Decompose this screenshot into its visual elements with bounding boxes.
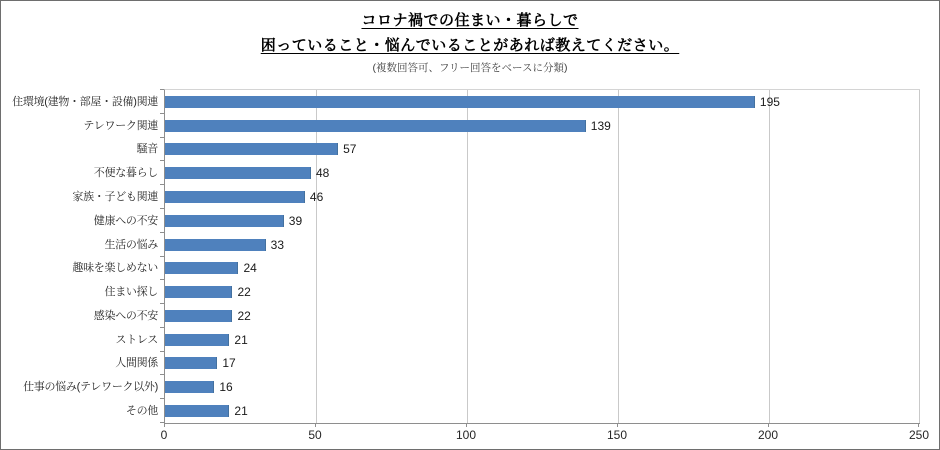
y-axis-tick [160, 184, 164, 185]
x-axis-tick-label: 0 [160, 428, 168, 442]
bar-value-label: 21 [234, 332, 248, 347]
category-label: 人間関係 [115, 357, 158, 370]
x-axis-tick [466, 423, 467, 427]
chart-title-line-2: 困っていること・悩んでいることがあれば教えてください。 [260, 37, 680, 54]
category-label: テレワーク関連 [83, 119, 158, 132]
y-axis-tick [160, 137, 164, 138]
bar-row [165, 375, 920, 399]
bar [165, 143, 338, 155]
bar [165, 286, 232, 298]
bar-value-label: 17 [222, 356, 236, 371]
bar-row [165, 304, 920, 328]
y-axis-tick [160, 113, 164, 114]
chart-subtitle: (複数回答可、フリー回答をベースに分類) [372, 62, 568, 74]
bar-row [165, 90, 920, 114]
bar-value-label: 22 [237, 308, 251, 323]
bar-value-label: 16 [219, 380, 233, 395]
bar-value-label: 24 [243, 261, 257, 276]
bar-value-label: 195 [759, 94, 780, 109]
y-axis-tick [160, 279, 164, 280]
bar-value-label: 57 [343, 142, 357, 157]
bar [165, 405, 229, 417]
y-axis-tick [160, 232, 164, 233]
y-axis-tick [160, 89, 164, 90]
y-axis-tick [160, 160, 164, 161]
x-axis-tick [617, 423, 618, 427]
bar-row [165, 209, 920, 233]
category-label: 趣味を楽しめない [72, 262, 158, 275]
category-label: 不便な暮らし [93, 167, 158, 180]
y-axis-tick [160, 398, 164, 399]
category-label: 感染への不安 [93, 309, 158, 322]
y-axis-tick [160, 374, 164, 375]
bar [165, 191, 305, 203]
category-label: 家族・子ども関連 [72, 191, 158, 204]
bar [165, 357, 217, 369]
category-label: 健康への不安 [93, 214, 158, 227]
bar-row [165, 399, 920, 423]
y-axis-tick [160, 256, 164, 257]
x-axis-tick [164, 423, 165, 427]
category-label: 仕事の悩み(テレワーク以外) [23, 381, 158, 394]
x-axis-ticks [164, 423, 919, 427]
x-axis-tick [918, 423, 919, 427]
x-axis-tick-label: 200 [757, 428, 779, 442]
x-axis-tick [768, 423, 769, 427]
category-label: ストレス [115, 333, 158, 346]
x-axis-labels [160, 428, 930, 442]
bar-row [165, 233, 920, 257]
category-label: その他 [125, 405, 158, 418]
bar-value-label: 22 [237, 285, 251, 300]
bar-value-label: 21 [234, 404, 248, 419]
x-axis-tick [315, 423, 316, 427]
x-axis-tick-label: 50 [308, 428, 322, 442]
bar [165, 215, 284, 227]
chart-title-line-1: コロナ禍での住まい・暮らしで [361, 12, 579, 29]
y-axis-category-labels [1, 89, 158, 422]
bar-rows [165, 90, 920, 423]
y-axis-tick [160, 327, 164, 328]
x-axis-tick-label: 150 [606, 428, 628, 442]
bar-row [165, 185, 920, 209]
x-axis-tick-label: 100 [455, 428, 477, 442]
bar [165, 381, 214, 393]
bar-row [165, 280, 920, 304]
plot-area [164, 89, 920, 424]
bar [165, 239, 266, 251]
category-label: 騒音 [136, 143, 158, 156]
x-axis-tick-label: 250 [908, 428, 930, 442]
category-label: 住まい探し [104, 286, 158, 299]
bar [165, 310, 232, 322]
bar-row [165, 114, 920, 138]
bar-value-label: 48 [315, 166, 330, 181]
bar [165, 167, 311, 179]
category-label: 生活の悩み [104, 238, 158, 251]
bar [165, 96, 755, 108]
bar [165, 262, 238, 274]
y-axis-tick [160, 351, 164, 352]
y-axis-tick [160, 303, 164, 304]
bar-row [165, 328, 920, 352]
bar [165, 334, 229, 346]
bar-row [165, 138, 920, 162]
y-axis-ticks [160, 89, 164, 422]
bar-value-label: 33 [270, 237, 285, 252]
y-axis-tick [160, 208, 164, 209]
bar-value-label: 139 [590, 118, 611, 133]
category-label: 住環境(建物・部屋・設備)関連 [12, 95, 158, 108]
bar-row [165, 256, 920, 280]
chart-title-block [1, 8, 939, 76]
bar-row [165, 352, 920, 376]
bar-value-label: 39 [288, 213, 303, 228]
bar-value-label: 46 [309, 190, 324, 205]
bar-row [165, 161, 920, 185]
bar [165, 120, 586, 132]
